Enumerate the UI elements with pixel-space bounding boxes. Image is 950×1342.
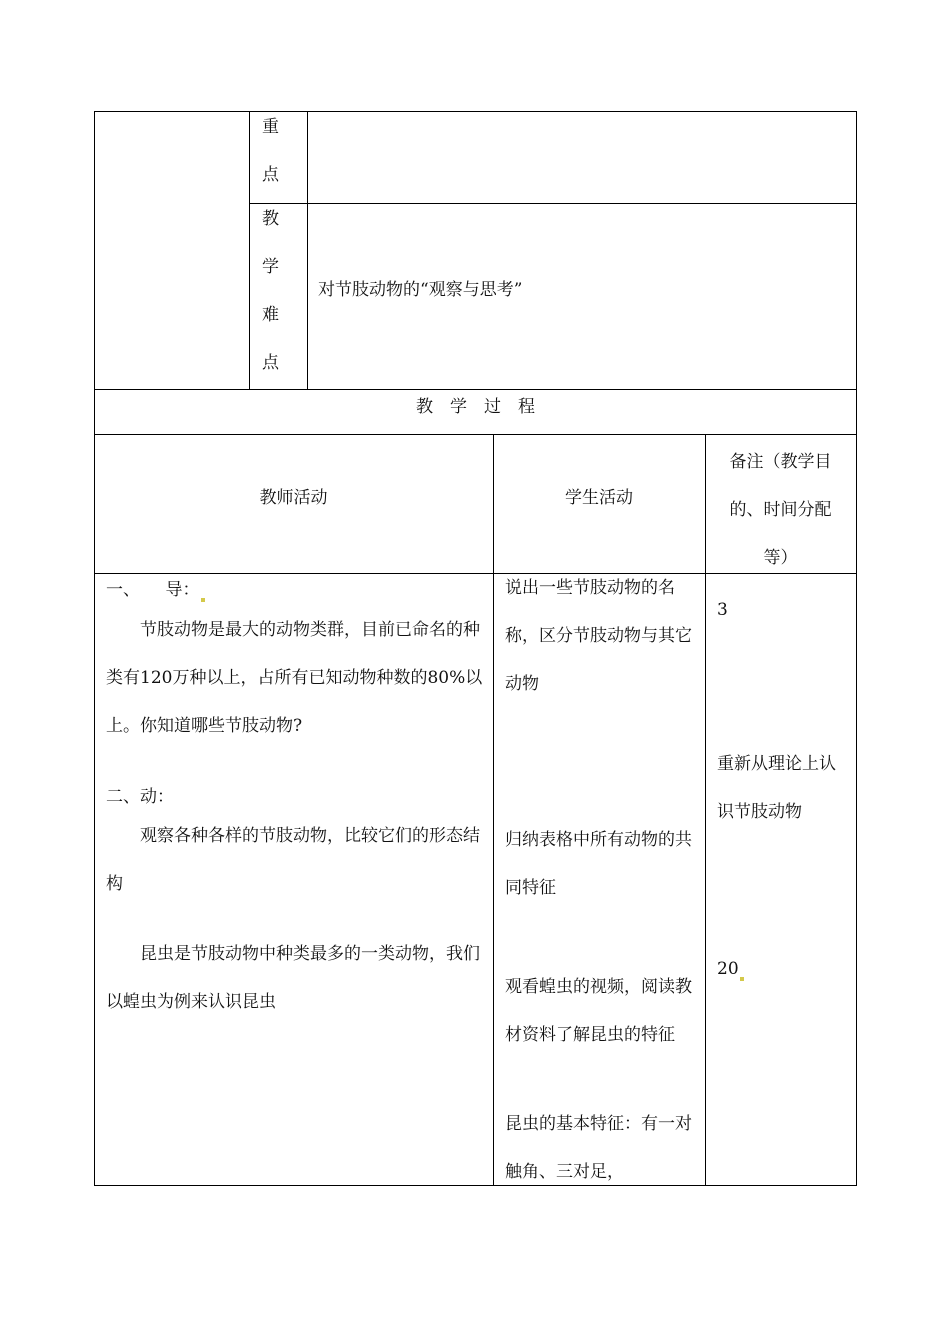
teacher-intro-body: 节肢动物是最大的动物类群，目前已命名的种类有120万种以上，占所有已知动物种数的80%以上。你知道哪些节肢动物? — [106, 620, 483, 736]
note-theory: 重新从理论上认识节肢动物 — [717, 754, 836, 822]
row-divider-key-difficulty — [249, 203, 857, 204]
teacher-section-intro-title: 一、 导： — [106, 578, 206, 602]
teacher-activity-body: 观察各种各样的节肢动物，比较它们的形态结构 — [106, 826, 480, 894]
student-activity-3: 观看蝗虫的视频，阅读教材资料了解昆虫的特征 — [505, 977, 692, 1045]
teacher-section-activity-title: 二、动： — [106, 787, 174, 807]
process-title: 教 学 过 程 — [416, 397, 535, 417]
row-divider-headers — [94, 434, 857, 435]
marker-dot — [740, 977, 744, 981]
marker-dot — [201, 598, 205, 602]
header-student-activity: 学生活动 — [565, 488, 633, 508]
note-time-2: 20 — [717, 957, 745, 981]
col-divider-teacher-student — [493, 434, 494, 1186]
student-activity-2: 归纳表格中所有动物的共同特征 — [505, 830, 692, 898]
student-activity-1: 说出一些节肢动物的名称，区分节肢动物与其它动物 — [505, 578, 692, 694]
table-top-border — [94, 111, 857, 112]
header-teacher-activity: 教师活动 — [259, 488, 328, 508]
key-point-label: 重 点 — [262, 117, 279, 185]
note-time-1: 3 — [717, 600, 728, 620]
col-divider-label-right — [307, 111, 308, 390]
table-right-border — [856, 111, 857, 1186]
difficulty-label: 教 学 难 点 — [262, 209, 279, 373]
row-divider-process-title — [94, 389, 857, 390]
difficulty-content: 对节肢动物的“观察与思考” — [318, 280, 523, 300]
teacher-insect-body: 昆虫是节肢动物中种类最多的一类动物，我们以蝗虫为例来认识昆虫 — [106, 944, 480, 1012]
table-left-border — [94, 111, 95, 1186]
header-notes: 备注（教学目 的、时间分配 等） — [729, 452, 832, 568]
table-bottom-border — [94, 1185, 857, 1186]
student-activity-4: 昆虫的基本特征：有一对触角、三对足， — [505, 1114, 692, 1182]
col-divider-label-left — [249, 111, 250, 390]
